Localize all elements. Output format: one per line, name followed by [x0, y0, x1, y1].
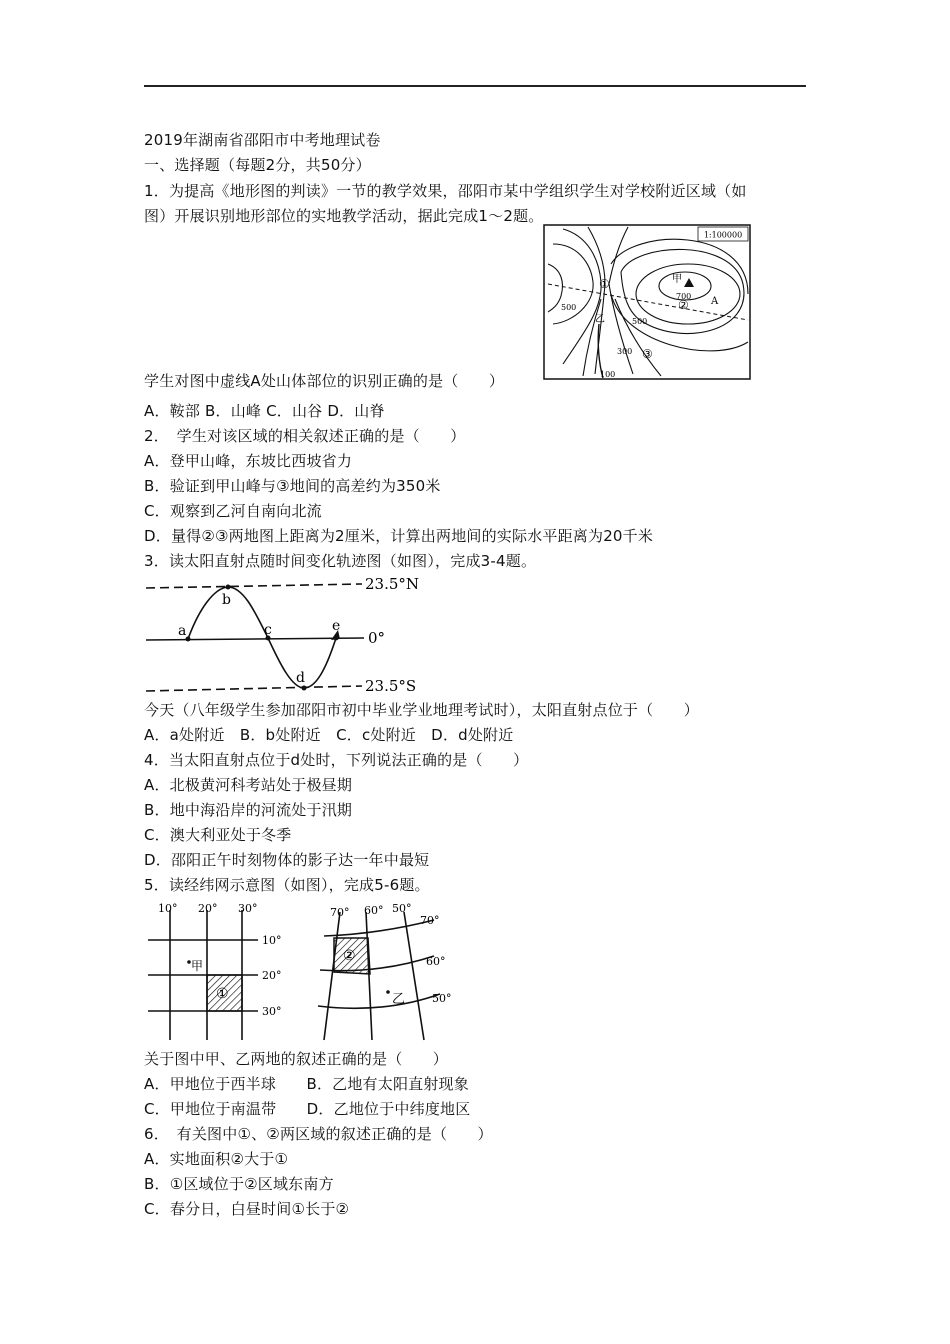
exam-title: 2019年湖南省邵阳市中考地理试卷	[144, 131, 381, 149]
lat-23n-label: 23.5°N	[365, 575, 420, 593]
peak-jia-label: 甲	[672, 274, 682, 285]
section-heading: 一、选择题（每题2分，共50分）	[144, 156, 371, 174]
river-yi-label: 乙	[595, 314, 605, 325]
point-1-label: ①	[599, 277, 610, 291]
place-jia-label: 甲	[191, 959, 204, 973]
q5-stem: 关于图中甲、乙两地的叙述正确的是（ ）	[144, 1050, 449, 1068]
q6-stem: 6． 有关图中①、②两区域的叙述正确的是（ ）	[144, 1125, 493, 1143]
region-1-label: ①	[216, 986, 229, 1002]
right-grid	[318, 902, 452, 1040]
point-d-label: d	[296, 670, 305, 686]
point-b-label: b	[222, 592, 231, 608]
q1-intro-line1: 1．为提高《地形图的判读》一节的教学效果，邵阳市某中学组织学生对学校附近区域（如	[144, 182, 747, 200]
left-grid	[148, 902, 282, 1040]
right-lat-50-label: 50°	[432, 992, 452, 1005]
q2-stem: 2． 学生对该区域的相关叙述正确的是（ ）	[144, 427, 466, 445]
q5-intro: 5．读经纬网示意图（如图），完成5-6题。	[144, 876, 430, 894]
right-lon-70-label: 70°	[330, 906, 350, 919]
contour-map-figure	[543, 224, 751, 380]
q1-options: A．鞍部 B．山峰 C．山谷 D．山脊	[144, 402, 385, 420]
q1-intro-line2: 图）开展识别地形部位的实地教学活动，据此完成1～2题。	[144, 207, 544, 225]
right-lat-70-label: 70°	[420, 914, 440, 927]
header-rule	[144, 85, 806, 87]
q4-option-d: D．邵阳正午时刻物体的影子达一年中最短	[144, 851, 430, 869]
sun-trajectory-figure	[144, 574, 424, 696]
lat-23s-label: 23.5°S	[365, 677, 417, 695]
q2-option-b: B．验证到甲山峰与③地间的高差约为350米	[144, 477, 441, 495]
elevation-300-label: 300	[617, 347, 633, 356]
q6-option-b: B．①区域位于②区域东南方	[144, 1175, 334, 1193]
right-lon-60-label: 60°	[364, 904, 384, 917]
point-c-label: c	[264, 622, 272, 638]
right-lat-60-label: 60°	[426, 955, 446, 968]
left-lat-20-label: 20°	[262, 969, 282, 982]
left-lat-30-label: 30°	[262, 1005, 282, 1018]
q4-stem: 4．当太阳直射点位于d处时，下列说法正确的是（ ）	[144, 751, 529, 769]
point-e-label: e	[332, 618, 341, 634]
q3-intro: 3．读太阳直射点随时间变化轨迹图（如图），完成3-4题。	[144, 552, 537, 570]
elevation-500-right-label: 500	[632, 317, 648, 326]
lat-equator-label: 0°	[368, 629, 386, 647]
left-lon-30-label: 30°	[238, 902, 258, 915]
left-lat-10-label: 10°	[262, 934, 282, 947]
right-lon-50-label: 50°	[392, 902, 412, 915]
q4-option-a: A．北极黄河科考站处于极昼期	[144, 776, 353, 794]
point-2-label: ②	[678, 298, 689, 312]
q5-options-ab: A．甲地位于西半球 B．乙地有太阳直射现象	[144, 1075, 469, 1093]
q2-option-c: C．观察到乙河自南向北流	[144, 502, 322, 520]
elevation-700-label: 700	[676, 292, 692, 301]
left-lon-20-label: 20°	[198, 902, 218, 915]
q6-option-a: A．实地面积②大于①	[144, 1150, 289, 1168]
point-a-label: A	[711, 296, 719, 307]
q3-options: A．a处附近 B．b处附近 C．c处附近 D．d处附近	[144, 726, 514, 744]
q2-option-d: D．量得②③两地图上距离为2厘米，计算出两地间的实际水平距离为20千米	[144, 527, 654, 545]
point-a-label: a	[178, 623, 187, 639]
elevation-500-left-label: 500	[561, 303, 577, 312]
graticule-figure	[144, 898, 462, 1044]
point-3-label: ③	[642, 347, 653, 361]
left-lon-10-label: 10°	[158, 902, 178, 915]
q4-option-c: C．澳大利亚处于冬季	[144, 826, 292, 844]
map-scale-label: 1:100000	[703, 230, 743, 240]
q2-option-a: A．登甲山峰，东坡比西坡省力	[144, 452, 353, 470]
region-2-label: ②	[343, 948, 356, 964]
q3-stem: 今天（八年级学生参加邵阳市初中毕业学业地理考试时），太阳直射点位于（ ）	[144, 701, 699, 719]
q5-options-cd: C．甲地位于南温带 D．乙地位于中纬度地区	[144, 1100, 471, 1118]
q6-option-c: C．春分日，白昼时间①长于②	[144, 1200, 350, 1218]
q1-stem: 学生对图中虚线A处山体部位的识别正确的是（ ）	[144, 372, 505, 390]
place-yi-label: 乙	[392, 992, 406, 1007]
q4-option-b: B．地中海沿岸的河流处于汛期	[144, 801, 353, 819]
elevation-100-label: 100	[600, 370, 616, 379]
